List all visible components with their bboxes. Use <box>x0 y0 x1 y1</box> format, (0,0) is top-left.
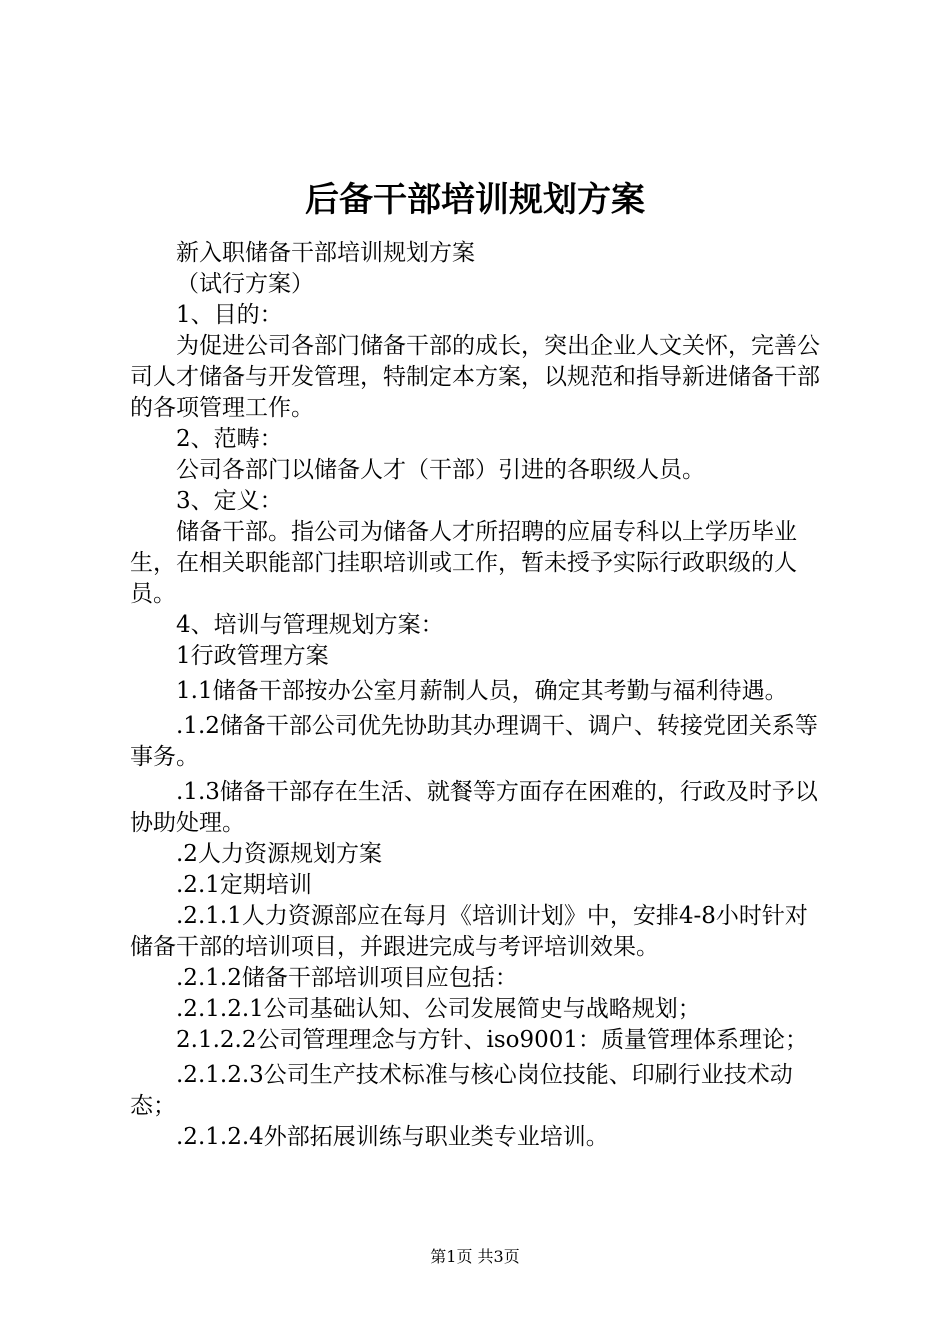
paragraph: .2.1.2.1公司基础认知、公司发展简史与战略规划； <box>176 996 701 1022</box>
page-footer: 第1页 共3页 <box>430 1247 520 1266</box>
paragraph: 公司各部门以储备人才（干部）引进的各职级人员。 <box>176 457 705 483</box>
paragraph: 1.1储备干部按办公室月薪制人员，确定其考勤与福利待遇。 <box>176 678 788 704</box>
paragraph: .2.1.2.4外部拓展训练与职业类专业培训。 <box>176 1124 609 1150</box>
paragraph: .2.1.1人力资源部应在每月《培训计划》中，安排4-8小时针对储备干部的培训项目，并跟进完成与考评培训效果。 <box>130 903 808 960</box>
paragraph: 1行政管理方案 <box>176 643 329 669</box>
paragraph: 储备干部。指公司为储备人才所招聘的应届专科以上学历毕业生，在相关职能部门挂职培训或工作，暂未授予实际行政职级的人员。 <box>130 519 797 607</box>
paragraph: 4、培训与管理规划方案： <box>176 612 444 638</box>
paragraph: .2.1.2储备干部培训项目应包括： <box>176 965 518 991</box>
paragraph: .1.2储备干部公司优先协助其办理调干、调户、转接党团关系等事务。 <box>130 713 818 770</box>
paragraph: 2、范畴： <box>176 426 283 452</box>
paragraph: 3、定义： <box>176 488 283 514</box>
paragraph: .2.1.2.3公司生产技术标准与核心岗位技能、印刷行业技术动态； <box>130 1062 793 1119</box>
paragraph: 为促进公司各部门储备干部的成长，突出企业人文关怀，完善公司人才储备与开发管理，特制定本方案，以规范和指导新进储备干部的各项管理工作。 <box>130 333 820 421</box>
paragraph: （试行方案） <box>176 271 314 297</box>
document-body <box>130 238 830 1153</box>
paragraph: 2.1.2.2公司管理理念与方针、iso9001：质量管理体系理论； <box>176 1027 809 1053</box>
paragraph: 1、目的： <box>176 302 283 328</box>
paragraph: .1.3储备干部存在生活、就餐等方面存在困难的，行政及时予以协助处理。 <box>130 779 818 836</box>
paragraph: .2.1定期培训 <box>176 872 312 898</box>
paragraph: 新入职储备干部培训规划方案 <box>176 240 475 266</box>
paragraph: .2人力资源规划方案 <box>176 841 382 867</box>
document-title: 后备干部培训规划方案 <box>305 180 645 220</box>
